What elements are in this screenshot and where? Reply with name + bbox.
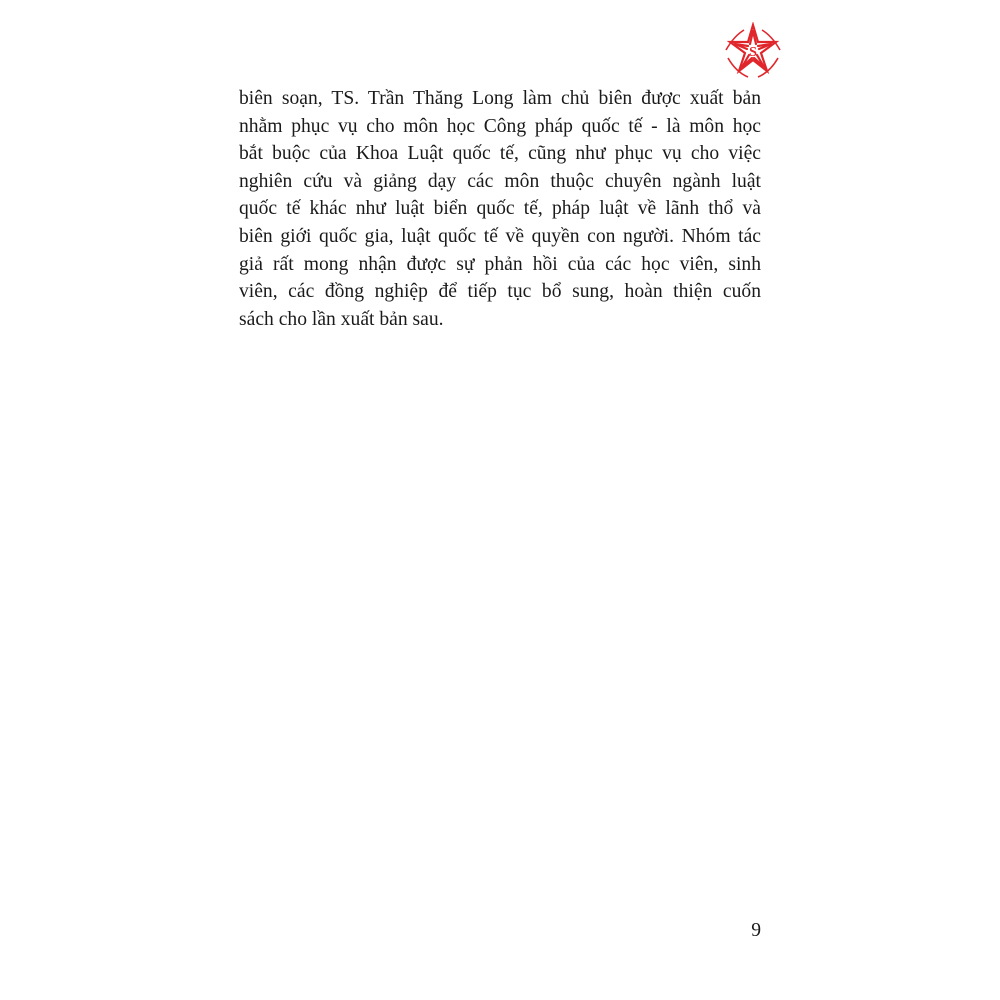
text-line: viên, các đồng nghiệp để tiếp tục bổ sung, hoàn thiện cuốn bbox=[239, 281, 761, 303]
body-paragraph bbox=[239, 85, 761, 333]
text-line: sách cho lần xuất bản sau. bbox=[239, 308, 444, 330]
text-line: nhằm phục vụ cho môn học Công pháp quốc tế - là môn học bbox=[239, 115, 761, 137]
text-line: biên soạn, TS. Trần Thăng Long làm chủ biên được xuất bản bbox=[239, 88, 761, 109]
svg-text:S: S bbox=[749, 45, 757, 60]
publisher-star-emblem-icon bbox=[724, 22, 782, 80]
page-number: 9 bbox=[751, 920, 761, 941]
text-line: quốc tế khác như luật biển quốc tế, pháp luật về lãnh thổ và bbox=[239, 198, 761, 220]
text-line: giả rất mong nhận được sự phản hồi của các học viên, sinh bbox=[239, 253, 761, 275]
text-line: biên giới quốc gia, luật quốc tế về quyền con người. Nhóm tác bbox=[239, 225, 761, 247]
text-line: nghiên cứu và giảng dạy các môn thuộc chuyên ngành luật bbox=[239, 170, 761, 192]
text-line: bắt buộc của Khoa Luật quốc tế, cũng như phục vụ cho việc bbox=[239, 143, 761, 165]
